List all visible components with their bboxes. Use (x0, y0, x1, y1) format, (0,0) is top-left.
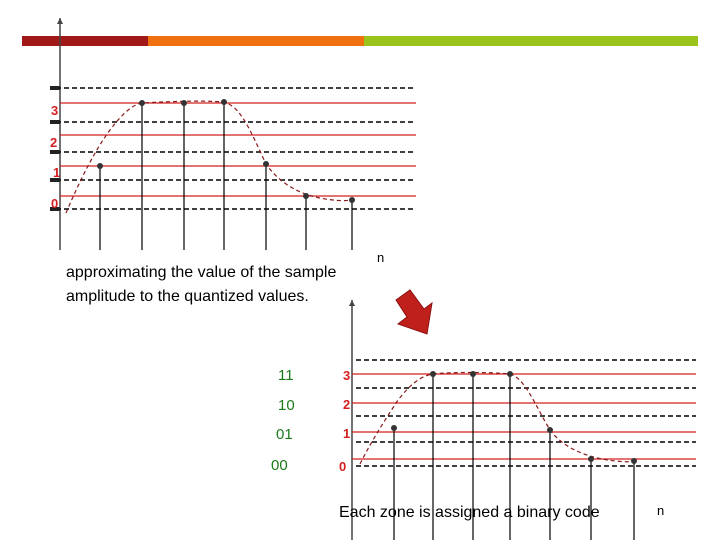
top-level-label-0: 0 (51, 196, 59, 211)
bottom-level-label-3: 3 (343, 368, 351, 383)
top-quantization-plot (50, 18, 416, 250)
bottom-level-label-2: 2 (343, 397, 351, 412)
sample-point-5 (303, 193, 309, 199)
sample-point-1 (430, 371, 436, 377)
sample-point-0 (391, 425, 397, 431)
sample-point-3 (507, 371, 513, 377)
binary-code-10: 10 (278, 397, 295, 414)
top-axis-label-n: n (377, 250, 385, 265)
binary-code-11: 11 (278, 367, 294, 384)
sample-point-0 (97, 163, 103, 169)
level-tick-2 (50, 150, 60, 154)
binary-code-01: 01 (276, 426, 293, 443)
sample-point-4 (547, 427, 553, 433)
binary-code-00: 00 (271, 457, 288, 474)
bottom-level-label-1: 1 (343, 426, 351, 441)
sample-point-3 (221, 99, 227, 105)
sample-point-4 (263, 161, 269, 167)
analog-signal-curve (360, 373, 634, 465)
level-tick-1 (50, 120, 60, 124)
top-level-label-3: 3 (51, 103, 59, 118)
y-axis-arrowhead (57, 18, 63, 24)
level-tick-0 (50, 86, 60, 90)
sample-point-6 (349, 197, 355, 203)
sample-point-1 (139, 100, 145, 106)
bottom-axis-label-n: n (657, 503, 665, 518)
bottom-caption: Each zone is assigned a binary code (339, 504, 600, 521)
bottom-level-label-0: 0 (339, 459, 347, 474)
sample-point-6 (631, 458, 637, 464)
top-caption-line-2: amplitude to the quantized values. (66, 288, 309, 305)
top-level-label-2: 2 (50, 135, 58, 150)
sample-point-5 (588, 456, 594, 462)
sample-point-2 (470, 371, 476, 377)
top-caption-line-1: approximating the value of the sample (66, 264, 337, 281)
top-level-label-1: 1 (53, 165, 61, 180)
y-axis-arrowhead (349, 300, 355, 306)
down-right-arrow-icon (396, 290, 432, 334)
sample-point-2 (181, 100, 187, 106)
